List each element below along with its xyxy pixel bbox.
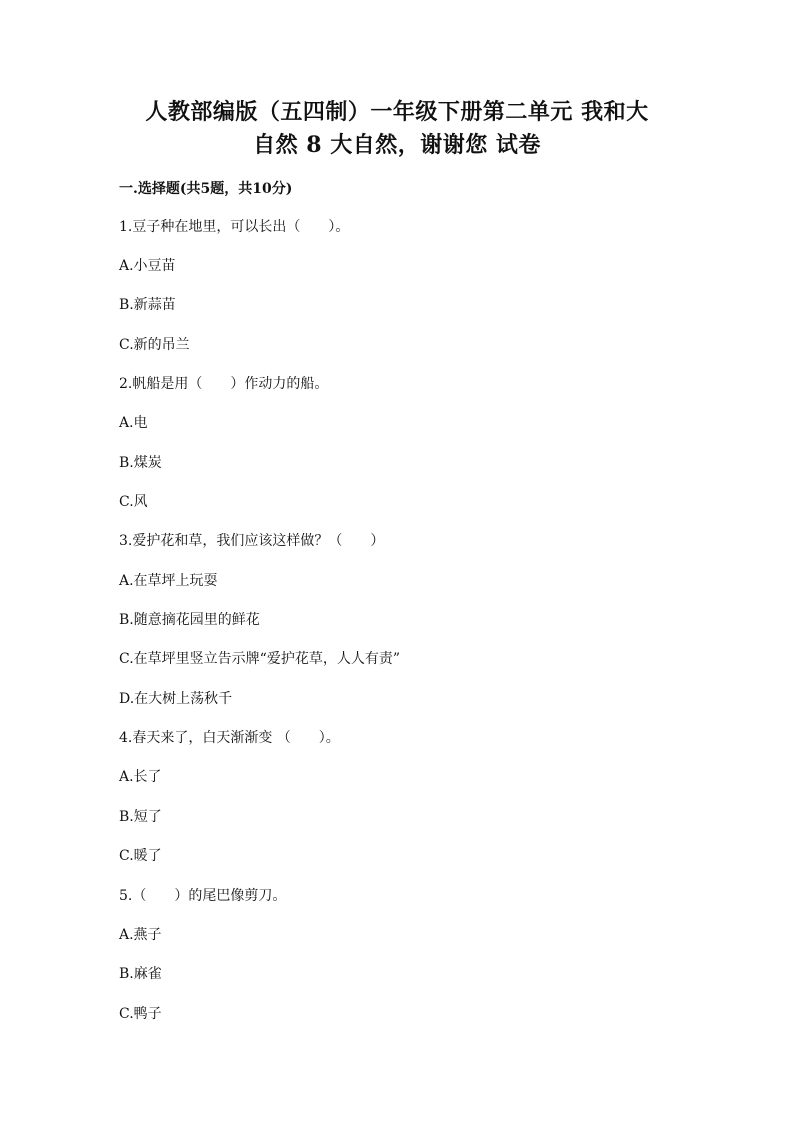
document-title-line-1: 人教部编版（五四制）一年级下册第二单元 我和大 <box>145 99 649 125</box>
question-4-option-b: B.短了 <box>119 809 162 825</box>
question-5: 5.（ ）的尾巴像剪刀。 <box>119 888 287 904</box>
document-title-line-2: 自然 8 大自然，谢谢您 试卷 <box>253 132 541 158</box>
question-3-option-a: A.在草坪上玩耍 <box>119 573 218 589</box>
question-4-option-a: A.长了 <box>119 769 162 785</box>
question-5-option-c: C.鸭子 <box>119 1006 162 1022</box>
question-3: 3.爱护花和草，我们应该这样做？（ ） <box>119 533 385 549</box>
question-1-option-c: C.新的吊兰 <box>119 337 190 353</box>
question-4: 4.春天来了，白天渐渐变 （ ）。 <box>119 730 340 746</box>
question-1-option-a: A.小豆苗 <box>119 258 176 274</box>
question-3-option-b: B.随意摘花园里的鲜花 <box>119 612 260 628</box>
question-2-option-c: C.风 <box>119 494 148 510</box>
question-4-option-c: C.暖了 <box>119 848 162 864</box>
section-heading: 一.选择题(共5题，共10分) <box>119 181 293 197</box>
question-3-option-d: D.在大树上荡秋千 <box>119 691 233 707</box>
question-5-option-b: B.麻雀 <box>119 966 162 982</box>
question-3-option-c: C.在草坪里竖立告示牌“爱护花草，人人有责” <box>119 651 400 667</box>
question-2: 2.帆船是用（ ）作动力的船。 <box>119 376 329 392</box>
question-2-option-a: A.电 <box>119 415 148 431</box>
question-2-option-b: B.煤炭 <box>119 455 162 471</box>
question-1-option-b: B.新蒜苗 <box>119 297 176 313</box>
question-5-option-a: A.燕子 <box>119 927 162 943</box>
question-1: 1.豆子种在地里，可以长出（ ）。 <box>119 219 350 235</box>
